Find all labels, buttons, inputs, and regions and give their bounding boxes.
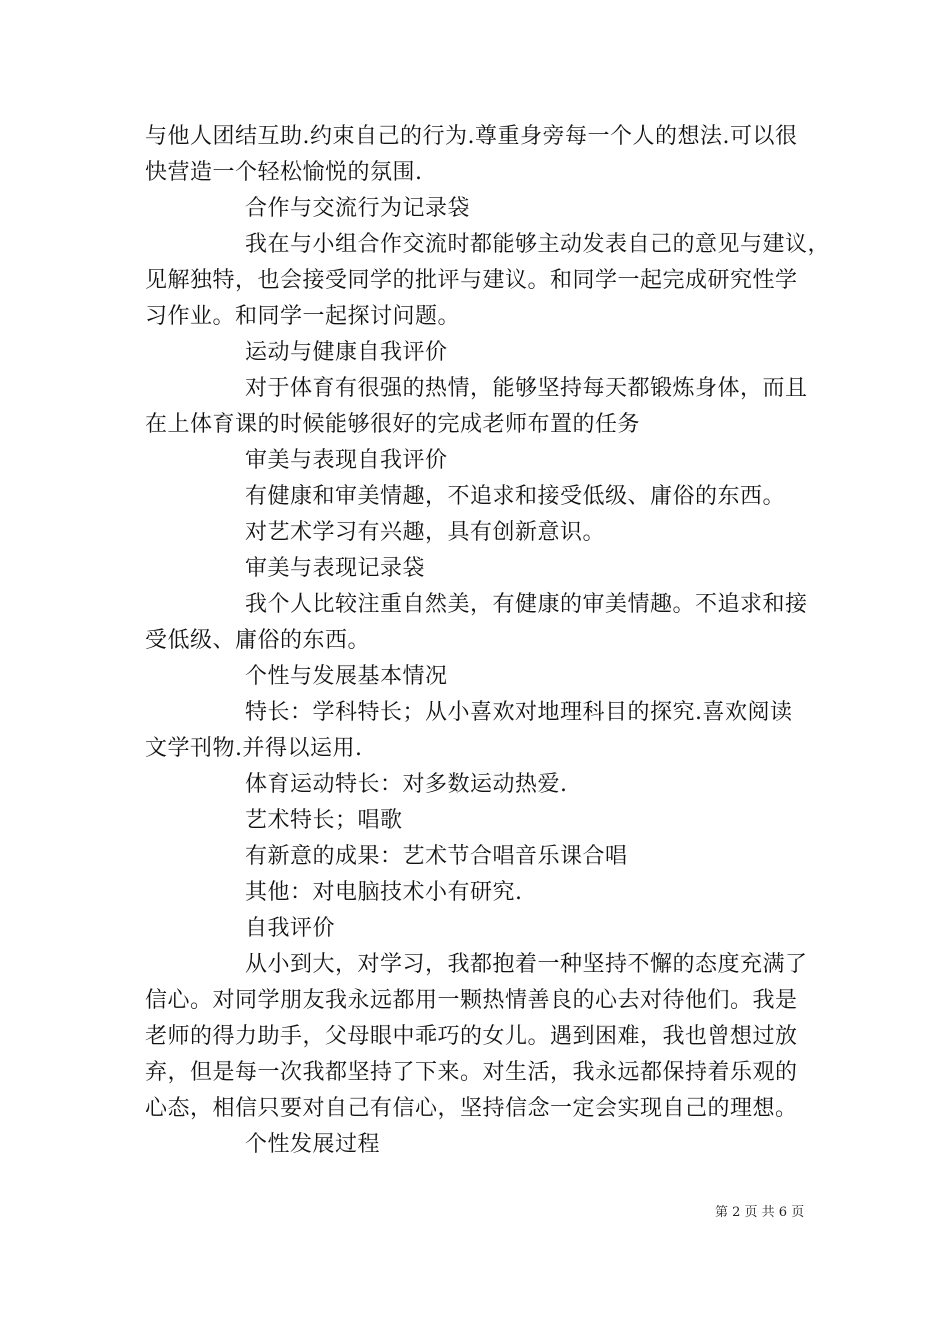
text-line: 受低级、庸俗的东西。: [145, 628, 371, 653]
text-line: 习作业。和同学一起探讨问题。: [145, 304, 461, 329]
section-heading: 审美与表现记录袋: [245, 556, 426, 581]
section-heading: 个性与发展基本情况: [245, 664, 448, 689]
text-line: 在上体育课的时候能够很好的完成老师布置的任务: [145, 412, 641, 437]
text-line: 快营造一个轻松愉悦的氛围.: [145, 160, 423, 185]
text-line: 有健康和审美情趣，不追求和接受低级、庸俗的东西。: [245, 484, 786, 509]
text-line: 艺术特长；唱歌: [245, 808, 403, 833]
section-heading: 运动与健康自我评价: [245, 340, 448, 365]
text-line: 从小到大，对学习，我都抱着一种坚持不懈的态度充满了: [245, 952, 808, 977]
section-heading: 自我评价: [245, 916, 336, 941]
text-line: 弃，但是每一次我都坚持了下来。对生活，我永远都保持着乐观的: [145, 1060, 798, 1085]
page-number-footer: 第 2 页 共 6 页: [715, 1205, 805, 1220]
text-line: 对艺术学习有兴趣，具有创新意识。: [245, 520, 606, 545]
section-heading: 审美与表现自我评价: [245, 448, 448, 473]
text-line: 心态，相信只要对自己有信心，坚持信念一定会实现自己的理想。: [145, 1096, 798, 1121]
text-line: 见解独特，也会接受同学的批评与建议。和同学一起完成研究性学: [145, 268, 798, 293]
text-line: 有新意的成果：艺术节合唱音乐课合唱: [245, 844, 628, 869]
text-line: 文学刊物.并得以运用.: [145, 736, 363, 761]
section-heading: 合作与交流行为记录袋: [245, 196, 471, 221]
text-line: 我在与小组合作交流时都能够主动发表自己的意见与建议，: [245, 232, 831, 257]
text-line: 老师的得力助手，父母眼中乖巧的女儿。遇到困难，我也曾想过放: [145, 1024, 798, 1049]
text-line: 与他人团结互助.约束自己的行为.尊重身旁每一个人的想法.可以很: [145, 124, 798, 149]
text-line: 我个人比较注重自然美，有健康的审美情趣。不追求和接: [245, 592, 808, 617]
text-line: 信心。对同学朋友我永远都用一颗热情善良的心去对待他们。我是: [145, 988, 798, 1013]
text-line: 体育运动特长：对多数运动热爱.: [245, 772, 568, 797]
text-line: 对于体育有很强的热情，能够坚持每天都锻炼身体，而且: [245, 376, 808, 401]
section-heading: 个性发展过程: [245, 1132, 381, 1157]
text-line: 其他：对电脑技术小有研究.: [245, 880, 523, 905]
text-line: 特长：学科特长；从小喜欢对地理科目的探究.喜欢阅读: [245, 700, 793, 725]
